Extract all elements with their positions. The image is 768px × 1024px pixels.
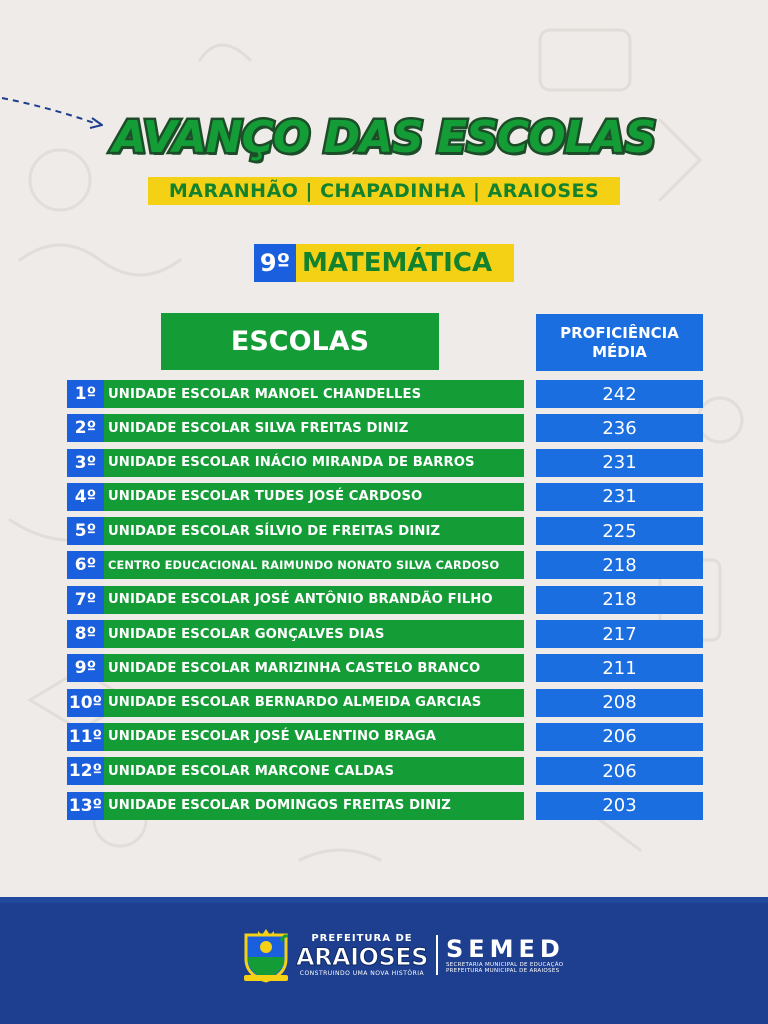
score-value: 206	[536, 723, 703, 751]
rank-badge: 3º	[67, 449, 104, 477]
rank-badge: 10º	[67, 689, 104, 717]
prefeitura-logo	[296, 933, 428, 977]
rank-badge: 7º	[67, 586, 104, 614]
rank-badge: 2º	[67, 414, 104, 442]
semed-subtitle-1: SECRETARIA MUNICIPAL DE EDUCAÇÃO	[445, 962, 564, 968]
score-value: 203	[536, 792, 703, 820]
table-row	[67, 723, 707, 751]
table-row	[67, 449, 707, 477]
school-name: UNIDADE ESCOLAR MARCONE CALDAS	[104, 757, 524, 785]
ranking-table	[67, 380, 707, 826]
score-value: 208	[536, 689, 703, 717]
table-row	[67, 654, 707, 682]
score-value: 217	[536, 620, 703, 648]
score-value: 242	[536, 380, 703, 408]
table-row	[67, 689, 707, 717]
table-row	[67, 414, 707, 442]
score-header-line1: PROFICIÊNCIA	[560, 323, 679, 342]
table-row	[67, 792, 707, 820]
score-value: 231	[536, 483, 703, 511]
score-value: 218	[536, 551, 703, 579]
school-name: UNIDADE ESCOLAR BERNARDO ALMEIDA GARCIAS	[104, 689, 524, 717]
semed-logo	[446, 936, 565, 974]
table-row	[67, 586, 707, 614]
score-value: 211	[536, 654, 703, 682]
school-name: UNIDADE ESCOLAR GONÇALVES DIAS	[104, 620, 524, 648]
prefeitura-top-text: PREFEITURA DE	[311, 933, 413, 944]
score-value: 236	[536, 414, 703, 442]
score-header-line2: MÉDIA	[592, 342, 647, 361]
score-column-header	[536, 314, 703, 371]
grade-subject-label	[254, 244, 514, 282]
school-name: UNIDADE ESCOLAR SÍLVIO DE FREITAS DINIZ	[104, 517, 524, 545]
school-name: UNIDADE ESCOLAR SILVA FREITAS DINIZ	[104, 414, 524, 442]
rank-badge: 12º	[67, 757, 104, 785]
rank-badge: 5º	[67, 517, 104, 545]
school-name: UNIDADE ESCOLAR MARIZINHA CASTELO BRANCO	[104, 654, 524, 682]
school-name: UNIDADE ESCOLAR JOSÉ VALENTINO BRAGA	[104, 723, 524, 751]
table-row	[67, 517, 707, 545]
page-title: AVANÇO DAS ESCOLAS	[112, 112, 656, 163]
footer-logos	[240, 925, 565, 985]
table-row	[67, 551, 707, 579]
city-name: ARAIOSES	[296, 943, 428, 971]
score-value: 206	[536, 757, 703, 785]
school-name: UNIDADE ESCOLAR DOMINGOS FREITAS DINIZ	[104, 792, 524, 820]
score-value: 218	[536, 586, 703, 614]
rank-badge: 4º	[67, 483, 104, 511]
rank-badge: 6º	[67, 551, 104, 579]
footer-stripe	[0, 897, 768, 903]
location-subtitle: MARANHÃO | CHAPADINHA | ARAIOSES	[148, 177, 620, 205]
rank-badge: 1º	[67, 380, 104, 408]
score-value: 225	[536, 517, 703, 545]
school-name: UNIDADE ESCOLAR INÁCIO MIRANDA DE BARROS	[104, 449, 524, 477]
table-row	[67, 483, 707, 511]
school-name: UNIDADE ESCOLAR MANOEL CHANDELLES	[104, 380, 524, 408]
table-row	[67, 380, 707, 408]
subject-label: MATEMÁTICA	[296, 244, 514, 282]
grade-badge: 9º	[254, 244, 296, 282]
rank-badge: 8º	[67, 620, 104, 648]
table-row	[67, 620, 707, 648]
rank-badge: 13º	[67, 792, 104, 820]
semed-name: SEMED	[445, 935, 565, 963]
city-crest-icon	[240, 927, 292, 983]
school-name: UNIDADE ESCOLAR JOSÉ ANTÔNIO BRANDÃO FILHO	[104, 586, 524, 614]
rank-badge: 9º	[67, 654, 104, 682]
school-name: UNIDADE ESCOLAR TUDES JOSÉ CARDOSO	[104, 483, 524, 511]
rank-badge: 11º	[67, 723, 104, 751]
school-name: CENTRO EDUCACIONAL RAIMUNDO NONATO SILVA CARDOSO	[104, 551, 524, 579]
schools-column-header: ESCOLAS	[161, 313, 439, 370]
city-tagline: CONSTRUINDO UMA NOVA HISTÓRIA	[299, 970, 425, 977]
semed-subtitle-2: PREFEITURA MUNICIPAL DE ARAIOSES	[445, 968, 560, 974]
score-value: 231	[536, 449, 703, 477]
table-row	[67, 757, 707, 785]
logo-divider	[436, 935, 438, 975]
